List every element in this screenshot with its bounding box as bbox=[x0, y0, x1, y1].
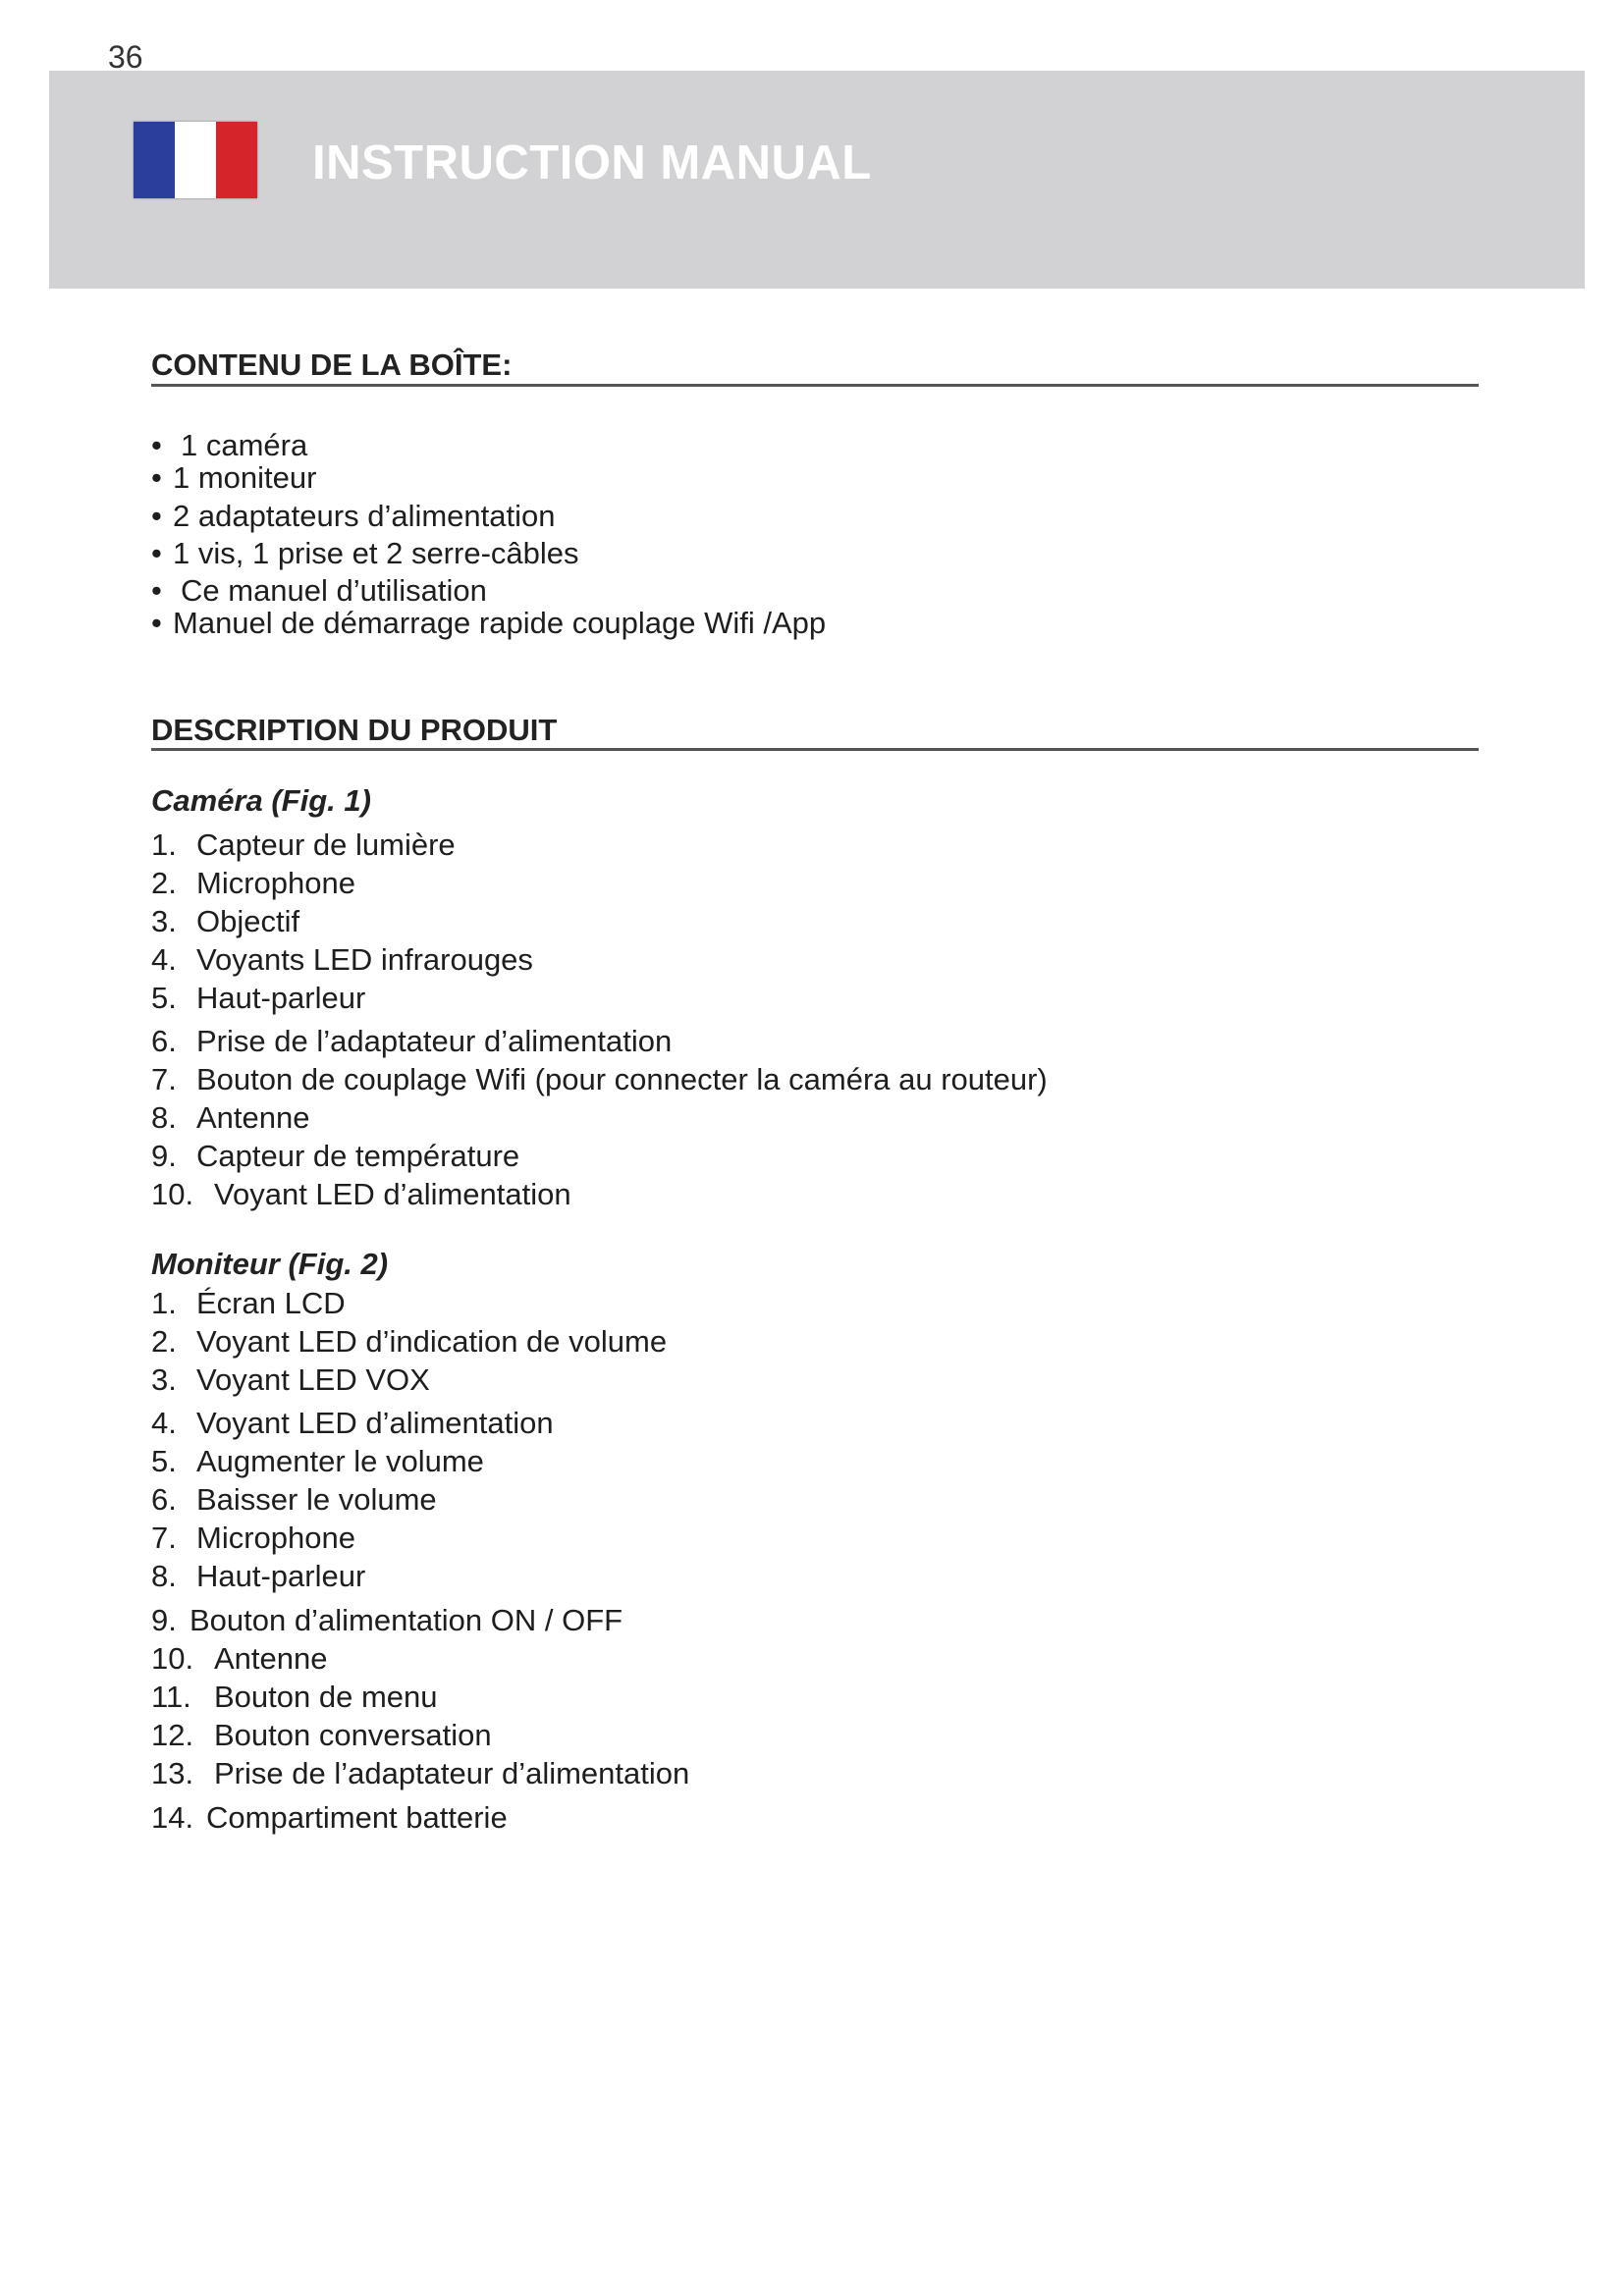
list-item bbox=[151, 1286, 346, 1321]
list-item bbox=[151, 1718, 492, 1753]
list-item-text: 1 moniteur bbox=[173, 460, 317, 495]
list-item-text: Manuel de démarrage rapide couplage Wifi /App bbox=[173, 606, 827, 640]
list-item bbox=[151, 1139, 519, 1174]
item-number: 9. bbox=[151, 1139, 177, 1173]
header-title: INSTRUCTION MANUAL bbox=[312, 136, 872, 189]
item-number: 10. bbox=[151, 1177, 194, 1211]
item-text: Bouton de couplage Wifi (pour connecter la caméra au routeur) bbox=[196, 1062, 1048, 1096]
list-item bbox=[151, 1100, 310, 1136]
item-number: 4. bbox=[151, 1406, 177, 1440]
list-item bbox=[151, 1521, 355, 1556]
item-text: Compartiment batterie bbox=[206, 1800, 508, 1835]
item-text: Voyant LED d’indication de volume bbox=[196, 1324, 668, 1359]
item-number: 7. bbox=[151, 1521, 177, 1555]
list-item bbox=[151, 981, 365, 1016]
list-item bbox=[151, 866, 355, 901]
item-number: 10. bbox=[151, 1641, 194, 1676]
item-number: 2. bbox=[151, 866, 177, 900]
item-text: Capteur de lumière bbox=[196, 828, 456, 862]
item-number: 12. bbox=[151, 1718, 194, 1752]
item-text: Capteur de température bbox=[196, 1139, 520, 1173]
product-description-rule bbox=[151, 748, 1479, 751]
item-number: 7. bbox=[151, 1062, 177, 1096]
bullet: • bbox=[151, 536, 162, 570]
list-item bbox=[151, 1680, 438, 1715]
product-description-heading: DESCRIPTION DU PRODUIT bbox=[151, 713, 558, 747]
item-text: Antenne bbox=[196, 1100, 310, 1135]
item-number: 1. bbox=[151, 1286, 177, 1320]
item-number: 11. bbox=[151, 1680, 191, 1714]
item-number: 8. bbox=[151, 1100, 177, 1135]
list-item bbox=[151, 428, 307, 463]
item-text: Bouton de menu bbox=[214, 1680, 438, 1714]
list-item bbox=[151, 1559, 365, 1594]
item-text: Haut-parleur bbox=[196, 981, 366, 1015]
list-item bbox=[151, 1324, 667, 1360]
box-contents-rule bbox=[151, 384, 1479, 387]
list-item bbox=[151, 1024, 672, 1059]
item-text: Haut-parleur bbox=[196, 1559, 366, 1593]
list-item bbox=[151, 1406, 554, 1441]
list-item bbox=[151, 904, 299, 939]
item-text: Objectif bbox=[196, 904, 300, 938]
item-number: 8. bbox=[151, 1559, 177, 1593]
bullet: • bbox=[151, 499, 162, 533]
flag-red-band bbox=[216, 122, 257, 198]
bullet: • bbox=[151, 573, 162, 608]
list-item bbox=[151, 1177, 571, 1212]
item-number: 5. bbox=[151, 1444, 177, 1478]
flag-blue-band bbox=[134, 122, 175, 198]
item-number: 6. bbox=[151, 1024, 177, 1058]
item-text: Bouton conversation bbox=[214, 1718, 492, 1752]
list-item bbox=[151, 1641, 328, 1677]
list-item bbox=[151, 499, 555, 534]
list-item bbox=[151, 1603, 623, 1638]
item-text: Prise de l’adaptateur d’alimentation bbox=[196, 1024, 673, 1058]
list-item bbox=[151, 1362, 430, 1398]
item-number: 1. bbox=[151, 828, 177, 862]
item-text: Baisser le volume bbox=[196, 1482, 437, 1517]
list-item-text: 2 adaptateurs d’alimentation bbox=[173, 499, 556, 533]
item-text: Microphone bbox=[196, 866, 355, 900]
item-number: 3. bbox=[151, 1362, 177, 1397]
list-item bbox=[151, 460, 316, 496]
item-number: 3. bbox=[151, 904, 177, 938]
item-text: Voyant LED d’alimentation bbox=[214, 1177, 571, 1211]
flag-white-band bbox=[175, 122, 216, 198]
item-text: Antenne bbox=[214, 1641, 328, 1676]
item-text: Bouton d’alimentation ON / OFF bbox=[189, 1603, 623, 1637]
list-item bbox=[151, 573, 487, 609]
list-item bbox=[151, 1062, 1048, 1097]
list-item bbox=[151, 1800, 508, 1836]
list-item bbox=[151, 606, 826, 641]
french-flag-icon bbox=[134, 122, 257, 198]
item-text: Augmenter le volume bbox=[196, 1444, 484, 1478]
item-number: 5. bbox=[151, 981, 177, 1015]
list-item-text: 1 caméra bbox=[181, 428, 308, 462]
list-item bbox=[151, 536, 579, 571]
list-item bbox=[151, 942, 533, 978]
list-item bbox=[151, 1444, 484, 1479]
item-text: Voyants LED infrarouges bbox=[196, 942, 533, 977]
list-item-text: 1 vis, 1 prise et 2 serre-câbles bbox=[173, 536, 579, 570]
item-number: 14. bbox=[151, 1800, 194, 1835]
item-text: Microphone bbox=[196, 1521, 355, 1555]
item-text: Voyant LED VOX bbox=[196, 1362, 430, 1397]
list-item-text: Ce manuel d’utilisation bbox=[181, 573, 487, 608]
item-number: 4. bbox=[151, 942, 177, 977]
list-item bbox=[151, 1482, 437, 1518]
list-item bbox=[151, 1756, 689, 1791]
bullet: • bbox=[151, 460, 162, 495]
item-text: Écran LCD bbox=[196, 1286, 346, 1320]
bullet: • bbox=[151, 428, 162, 462]
item-text: Voyant LED d’alimentation bbox=[196, 1406, 554, 1440]
monitor-subheading: Moniteur (Fig. 2) bbox=[151, 1247, 389, 1281]
box-contents-heading: CONTENU DE LA BOÎTE: bbox=[151, 347, 513, 382]
list-item bbox=[151, 828, 456, 863]
item-number: 2. bbox=[151, 1324, 177, 1359]
item-text: Prise de l’adaptateur d’alimentation bbox=[214, 1756, 690, 1790]
item-number: 6. bbox=[151, 1482, 177, 1517]
item-number: 13. bbox=[151, 1756, 194, 1790]
page-number: 36 bbox=[108, 39, 143, 75]
bullet: • bbox=[151, 606, 162, 640]
item-number: 9. bbox=[151, 1603, 177, 1637]
camera-subheading: Caméra (Fig. 1) bbox=[151, 783, 371, 818]
